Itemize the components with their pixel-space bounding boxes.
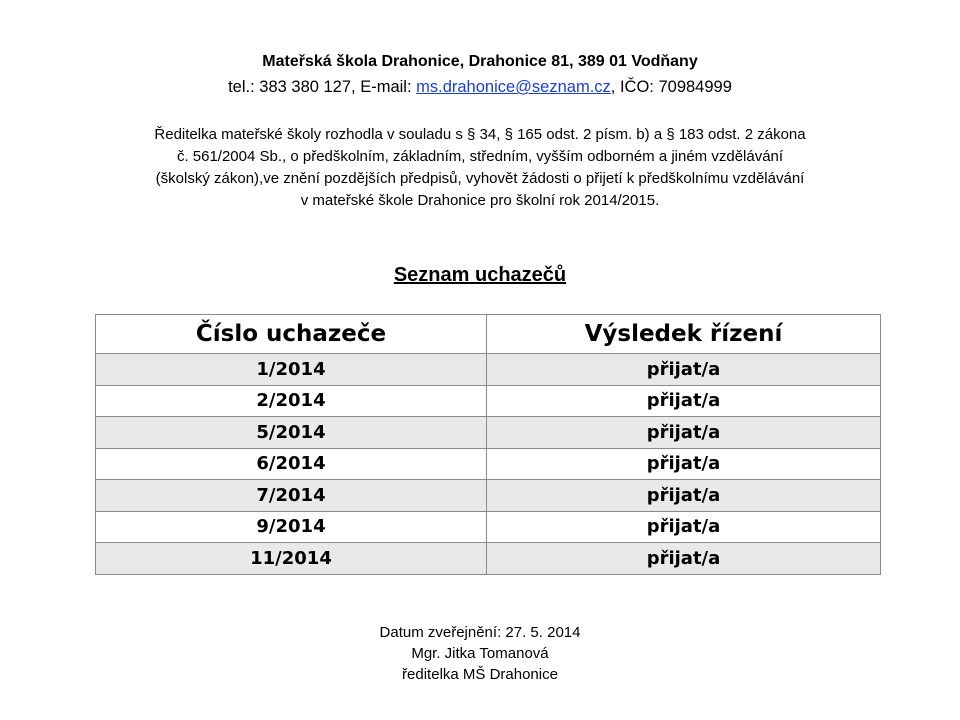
admission-result: přijat/a <box>487 448 881 480</box>
decision-line: č. 561/2004 Sb., o předškolním, základním, středním, vyšším odborném a jiném vzdělávání <box>176 148 784 165</box>
admission-result: přijat/a <box>487 511 881 543</box>
table-row <box>96 385 881 417</box>
table-row <box>96 511 881 543</box>
admission-result: přijat/a <box>487 480 881 512</box>
table-row <box>96 480 881 512</box>
table-row <box>96 543 881 575</box>
decision-line: v mateřské škole Drahonice pro školní rok 2014/2015. <box>300 192 660 209</box>
publication-date: Datum zveřejnění: 27. 5. 2014 <box>379 624 581 641</box>
signatory-role: ředitelka MŠ Drahonice <box>402 666 558 683</box>
contact-line <box>0 76 960 98</box>
table-row <box>96 417 881 449</box>
applicant-number: 9/2014 <box>96 511 487 543</box>
applicant-number: 2/2014 <box>96 385 487 417</box>
admission-result: přijat/a <box>487 385 881 417</box>
decision-line: (školský zákon),ve znění pozdějších předpisů, vyhovět žádosti o přijetí k předškolnímu vzdělávání <box>155 170 805 187</box>
list-title-text: Seznam uchazečů <box>393 264 567 286</box>
contact-suffix: , IČO: 70984999 <box>610 78 732 96</box>
admission-result: přijat/a <box>487 354 881 386</box>
table-row <box>96 448 881 480</box>
applicant-number: 6/2014 <box>96 448 487 480</box>
column-header-result: Výsledek řízení <box>487 315 881 354</box>
applicant-number: 5/2014 <box>96 417 487 449</box>
school-name-address: Mateřská škola Drahonice, Drahonice 81, 389 01 Vodňany <box>262 53 698 70</box>
table-row <box>96 354 881 386</box>
decision-line: Ředitelka mateřské školy rozhodla v souladu s § 34, § 165 odst. 2 písm. b) a § 183 odst. 2 zákona <box>154 126 806 143</box>
footer-signature <box>0 622 960 685</box>
decision-statement <box>60 124 900 212</box>
signatory-name: Mgr. Jitka Tomanová <box>411 645 549 662</box>
admission-result: přijat/a <box>487 417 881 449</box>
email-link[interactable]: ms.drahonice@seznam.cz <box>416 78 611 96</box>
applicant-number: 7/2014 <box>96 480 487 512</box>
list-title <box>0 262 960 288</box>
applicant-number: 1/2014 <box>96 354 487 386</box>
applicant-number: 11/2014 <box>96 543 487 575</box>
contact-prefix: tel.: 383 380 127, E-mail: <box>228 78 417 96</box>
admission-result: přijat/a <box>487 543 881 575</box>
column-header-applicant-number: Číslo uchazeče <box>96 315 487 354</box>
applicants-table <box>95 314 881 575</box>
table-header-row <box>96 315 881 354</box>
